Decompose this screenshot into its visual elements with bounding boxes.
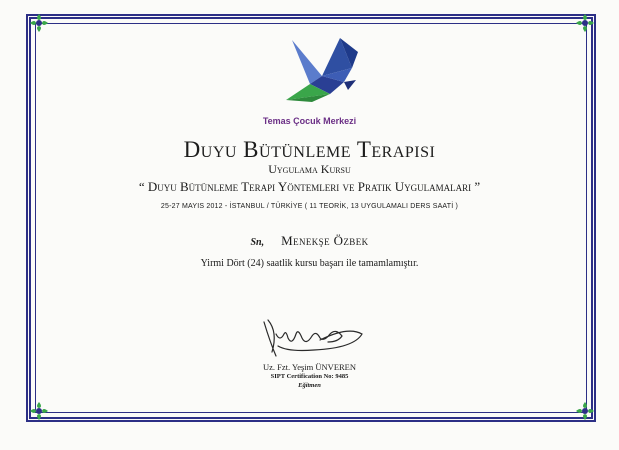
recipient-name: Menekşe Özbek <box>281 233 369 248</box>
course-name: “ Duyu Bütünleme Terapi Yöntemleri ve Pratik Uygulamaları ” <box>138 179 481 194</box>
handwritten-signature <box>258 312 368 364</box>
recipient-line <box>0 233 619 249</box>
corner-ornament-icon <box>574 400 596 422</box>
origami-bird-logo-icon <box>282 32 360 104</box>
corner-ornament-icon <box>574 12 596 34</box>
signatory-certification: SIPT Certification No: 9485 <box>270 373 349 380</box>
signatory-block <box>0 363 619 390</box>
certificate-subtitle: Uygulama Kursu <box>268 162 351 176</box>
salutation: Sn, <box>250 237 265 248</box>
certificate-title: Duyu Bütünleme Terapisi <box>183 137 436 162</box>
organization-name: Temas Çocuk Merkezi <box>262 116 357 126</box>
signatory-role: Eğitmen <box>298 382 321 389</box>
corner-ornament-icon <box>28 12 50 34</box>
course-details: 25-27 MAYIS 2012 - İSTANBUL / TÜRKİYE ( 11 TEORİK, 13 UYGULAMALI DERS SAATİ ) <box>160 203 459 210</box>
corner-ornament-icon <box>28 400 50 422</box>
completion-statement: Yirmi Dört (24) saatlik kursu başarı ile tamamlamıştır. <box>200 258 419 269</box>
signatory-name: Uz. Fzt. Yeşim ÜNVEREN <box>262 362 357 372</box>
